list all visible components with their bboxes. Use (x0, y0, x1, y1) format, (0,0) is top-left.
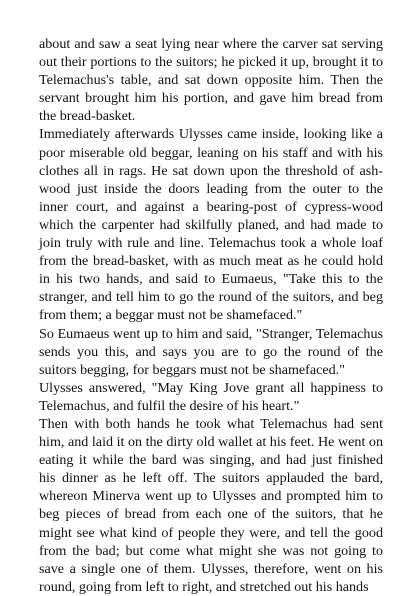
paragraph: Immediately afterwards Ulysses came inside, looking like a poor miserable old beggar, leaning on his staff and with his clothes all in rags. He sat down upon the threshold of ash-wood just inside the doors leading from the outer to the inner court, and against a bearing-post of cypress-wood which the carpenter had skilfully planed, and had made to join truly with rule and line. Telemachus took a whole loaf from the bread-basket, with as much meat as he could hold in his two hands, and said to Eumaeus, "Take this to the stranger, and tell him to go the round of the suitors, and beg from them; a beggar must not be shamefaced." (39, 126, 383, 324)
paragraph: about and saw a seat lying near where the carver sat serving out their portions to the suitors; he picked it up, brought it to Telemachus's table, and sat down opposite him. Then the servant brought him his portion, and gave him bread from the bread-basket. (39, 36, 383, 125)
paragraph: Then with both hands he took what Telemachus had sent him, and laid it on the dirty old wallet at his feet. He went on eating it while the bard was singing, and had just finished his dinner as he left off. The suitors applauded the bard, whereon Minerva went up to Ulysses and prompted him to beg pieces of bread from each one of the suitors, that he might see what kind of people they were, and tell the good from the bad; but come what might she was not going to save a single one of them. Ulysses, therefore, went on his round, going from left to right, and stretched out his hands (39, 415, 383, 595)
document-page (39, 35, 383, 596)
paragraph: Ulysses answered, "May King Jove grant all happiness to Telemachus, and fulfil the desire of his heart." (39, 379, 383, 414)
paragraph: So Eumaeus went up to him and said, "Stranger, Telemachus sends you this, and says you are to go the round of the suitors begging, for beggars must not be shamefaced." (39, 325, 383, 378)
